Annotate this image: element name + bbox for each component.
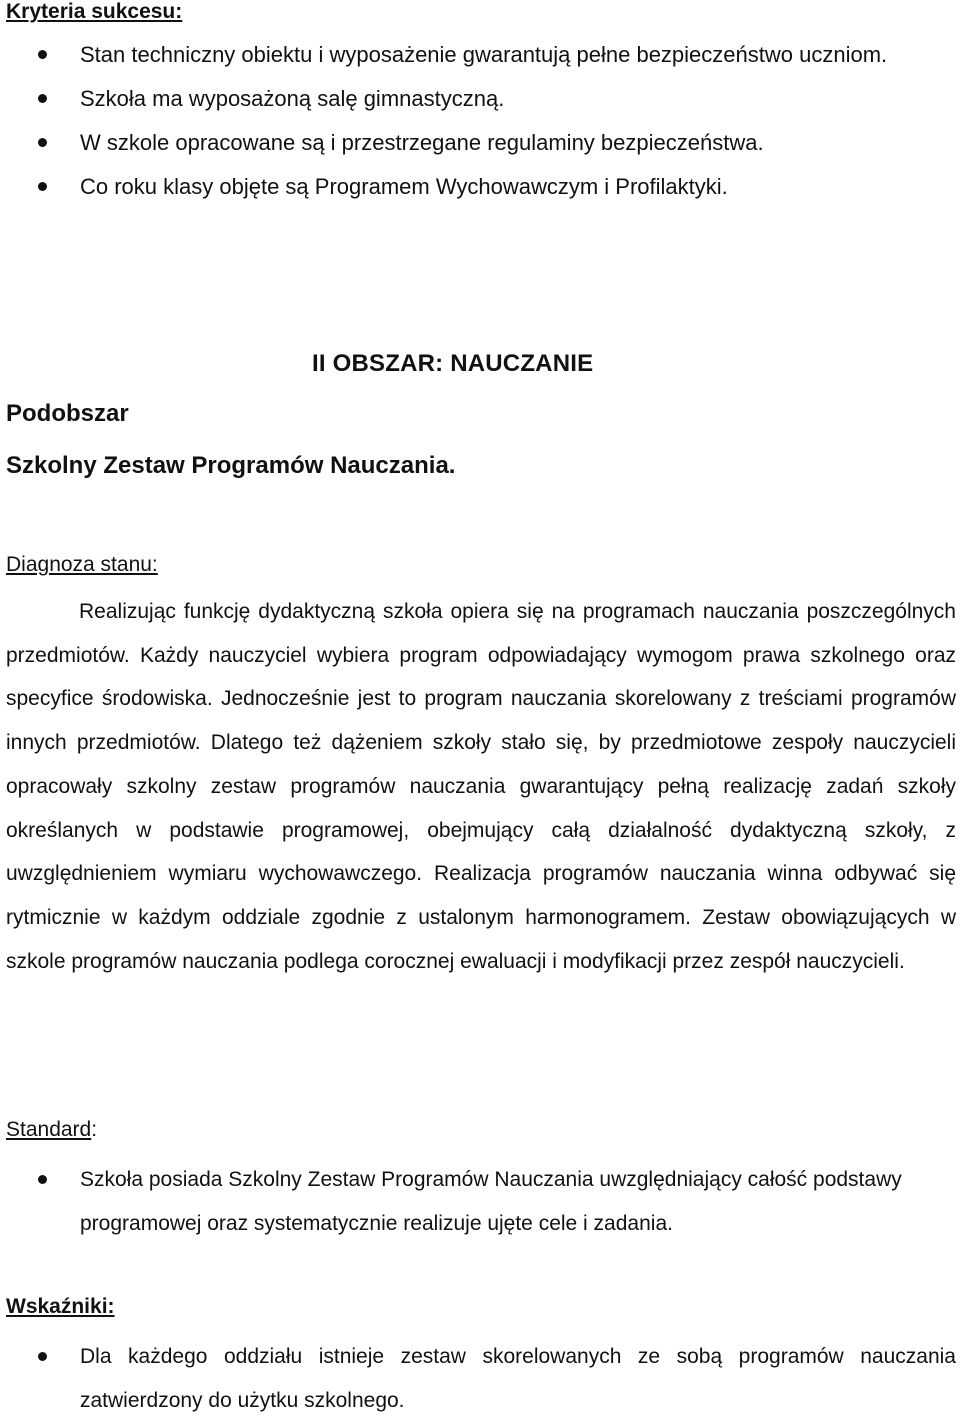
list-item: Szkoła ma wyposażoną salę gimnastyczną. bbox=[6, 77, 956, 121]
criteria-heading: Kryteria sukcesu: bbox=[6, 0, 183, 23]
list-item: Szkoła posiada Szkolny Zestaw Programów Nauczania uwzględniający całość podstawy programowej oraz systematycznie realizuje ujęte cele i zadania. bbox=[6, 1158, 956, 1246]
list-item: Stan techniczny obiektu i wyposażenie gwarantują pełne bezpieczeństwo uczniom. bbox=[6, 33, 956, 77]
bullet-icon bbox=[38, 50, 47, 59]
subarea-name: Szkolny Zestaw Programów Nauczania. bbox=[6, 452, 456, 479]
bullet-icon bbox=[38, 94, 47, 103]
bullet-icon bbox=[38, 182, 47, 191]
indicators-heading: Wskaźniki: bbox=[6, 1295, 115, 1318]
list-item: Dla każdego oddziału istnieje zestaw skorelowanych ze sobą programów nauczania zatwierdzony do użytku szkolnego. bbox=[6, 1335, 956, 1423]
indicators-list bbox=[6, 1335, 956, 1423]
list-item: W szkole opracowane są i przestrzegane regulaminy bezpieczeństwa. bbox=[6, 121, 956, 165]
standard-list bbox=[6, 1158, 956, 1246]
criteria-list bbox=[6, 33, 956, 209]
diagnosis-heading: Diagnoza stanu: bbox=[6, 553, 158, 576]
subarea-label: Podobszar bbox=[6, 400, 129, 427]
bullet-icon bbox=[38, 138, 47, 147]
diagnosis-text: Realizując funkcję dydaktyczną szkoła opiera się na programach nauczania poszczególnych przedmiotów. Każdy nauczyciel wybiera program odpowiadający wymogom prawa szkolnego oraz specyfice środowiska. Jednocześnie jest to program nauczania skorelowany z treściami programów innych przedmiotów. Dlatego też dążeniem szkoły stało się, by przedmiotowe zespoły nauczycieli opracowały szkolny zestaw programów nauczania gwarantujący pełną realizację zadań szkoły określanych w podstawie programowej, obejmujący całą działalność dydaktyczną szkoły, z uwzględnieniem wymiaru wychowawczego. Realizacja programów nauczania winna odbywać się rytmicznie w każdym oddziale zgodnie z ustalonym harmonogramem. Zestaw obowiązujących w szkole programów nauczania podlega corocznej ewaluacji i modyfikacji przez zespół nauczycieli. bbox=[6, 600, 956, 973]
area-title: II OBSZAR: NAUCZANIE bbox=[312, 350, 594, 377]
list-item: Co roku klasy objęte są Programem Wychowawczym i Profilaktyki. bbox=[6, 165, 956, 209]
bullet-icon bbox=[38, 1175, 47, 1184]
bullet-icon bbox=[38, 1352, 47, 1361]
standard-heading: Standard: bbox=[6, 1118, 98, 1141]
